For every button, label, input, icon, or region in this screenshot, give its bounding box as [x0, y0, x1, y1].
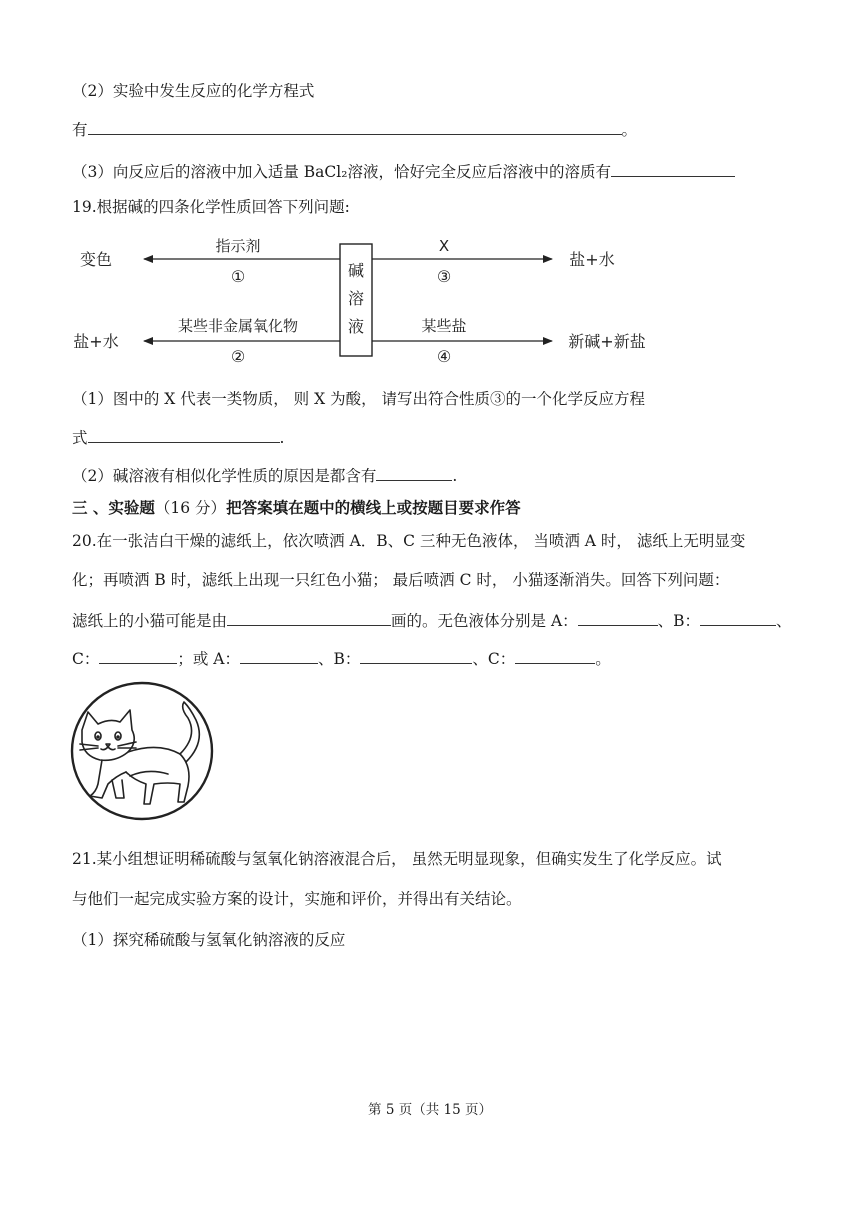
q20-blank-a2[interactable] [240, 647, 318, 664]
q20-blank-c1[interactable] [99, 647, 177, 664]
q19-part2-text: （2）碱溶液有相似化学性质的原因是都含有 [72, 467, 377, 485]
base-properties-diagram [72, 232, 672, 368]
q19-part2-end: . [452, 467, 458, 485]
q19-part2 [72, 464, 457, 487]
label-nonmetal-oxides: 某些非金属氧化物 [177, 317, 299, 335]
q19-part1-blank[interactable] [88, 426, 280, 443]
section-3-instruction: 把答案填在题中的横线上或按题目要求作答 [226, 499, 521, 517]
q20-line-1: 20.在一张洁白干燥的滤纸上，依次喷洒 A．B、C 三种无色液体， 当喷洒 A 时， 滤纸上无明显变 [72, 532, 746, 550]
center-char-2: 溶 [347, 289, 365, 308]
num-4: ④ [436, 347, 452, 366]
q20-line-4 [72, 647, 611, 670]
q21-line-1: 21.某小组想证明稀硫酸与氢氧化钠溶液混合后， 虽然无明显现象，但确实发生了化学反应。试 [72, 850, 722, 868]
q20-blank-a1[interactable] [578, 609, 658, 626]
q19-part1-end: . [279, 429, 285, 447]
q18-part2-end: 。 [621, 121, 638, 139]
q20-line3-b: 画的。无色液体分别是 A： [391, 612, 578, 630]
q20-blank-b1[interactable] [700, 609, 776, 626]
q20-line-3 [72, 609, 792, 632]
q18-part3-text: （3）向反应后的溶液中加入适量 BaCl₂溶液，恰好完全反应后溶液中的溶质有 [72, 163, 611, 181]
q19-part1: （1）图中的 X 代表一类物质， 则 X 为酸， 请写出符合性质③的一个化学反应方程 [72, 390, 645, 408]
q20-blank-drawn-with[interactable] [227, 609, 391, 626]
q20-line-2: 化；再喷洒 B 时，滤纸上出现一只红色小猫； 最后喷洒 C 时， 小猫逐渐消失。回答下列问题： [72, 571, 730, 589]
q18-part2-prefix: 有 [72, 121, 88, 139]
label-some-salts: 某些盐 [421, 317, 467, 335]
q20-line3-d: 、 [776, 612, 792, 630]
q19-part1-prefix: 式 [72, 429, 88, 447]
q18-part2-answer-line [72, 118, 637, 141]
q19-stem: 19.根据碱的四条化学性质回答下列问题: [72, 198, 350, 216]
result-color-change: 变色 [79, 250, 113, 269]
q20-blank-b2[interactable] [360, 647, 472, 664]
q20-line4-a: C： [72, 650, 100, 668]
result-new-base-new-salt: 新碱+新盐 [568, 332, 646, 351]
section-3-title: 三 、实验题 [72, 499, 155, 517]
q20-blank-c2[interactable] [515, 647, 595, 664]
q19-part1-answer-line [72, 426, 284, 449]
num-2: ② [230, 347, 246, 366]
q20-line4-b: ；或 A： [177, 650, 240, 668]
cat-illustration [68, 680, 218, 822]
q21-line-2: 与他们一起完成实验方案的设计，实施和评价，并得出有关结论。 [72, 890, 522, 908]
q20-line4-d: 、C： [472, 650, 516, 668]
q18-part2-label: （2）实验中发生反应的化学方程式 [72, 82, 315, 100]
center-char-3: 液 [347, 317, 365, 336]
result-salt-water-top: 盐+水 [569, 250, 615, 269]
q18-part3-blank[interactable] [611, 160, 735, 177]
q20-line3-c: 、B： [657, 612, 701, 630]
result-salt-water-bottom: 盐+水 [73, 332, 119, 351]
section-3-header [72, 497, 521, 519]
label-x: X [438, 237, 450, 255]
center-char-1: 碱 [347, 261, 365, 280]
q21-part1: （1）探究稀硫酸与氢氧化钠溶液的反应 [72, 931, 346, 949]
page-footer: 第 5 页（共 15 页） [368, 1102, 492, 1118]
num-3: ③ [436, 267, 452, 286]
q20-line3-a: 滤纸上的小猫可能是由 [72, 612, 228, 630]
num-1: ① [230, 267, 246, 286]
q20-line4-e: 。 [595, 650, 611, 668]
q20-line4-c: 、B： [318, 650, 361, 668]
label-indicator: 指示剂 [215, 237, 261, 255]
section-3-score: （16 分） [154, 499, 227, 517]
q19-part2-blank[interactable] [376, 464, 452, 481]
q18-part2-blank[interactable] [88, 118, 622, 135]
q18-part3 [72, 160, 735, 183]
